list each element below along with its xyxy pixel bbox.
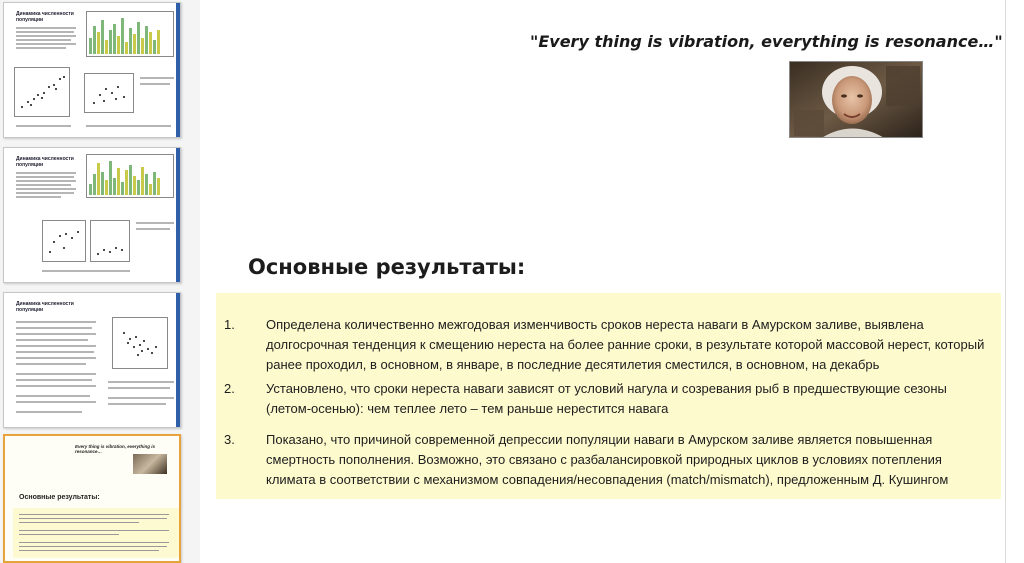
thumbnail-portrait-photo: [133, 454, 167, 474]
thumbnail-title: Динамика численности популяции: [16, 11, 74, 23]
thumbnail-title: Динамика численности популяции: [16, 156, 74, 168]
slide-thumbnail-4-selected[interactable]: [3, 434, 181, 563]
portrait-photo: [789, 61, 923, 138]
portrait-image: [790, 62, 923, 138]
slide-thumbnail-2[interactable]: [3, 147, 181, 283]
thumbnail-heading: Основные результаты:: [19, 494, 100, 501]
slide-quote: "Every thing is vibration, everything is resonance…": [530, 32, 1003, 51]
thumbnail-title: Динамика численности популяции: [16, 301, 74, 313]
results-box: [216, 293, 1001, 499]
thumbnail-accent-bar: [176, 3, 180, 137]
thumbnail-scatter-plot: [90, 220, 130, 262]
result-text: Установлено, что сроки нереста наваги зависят от условий нагула и созревания рыб в предшествующие сезоны (летом-осенью): чем теплее лето – тем раньше нерестится навага: [266, 381, 947, 416]
result-text: Определена количественно межгодовая изменчивость сроков нереста наваги в Амурском заливе, выявлена долгосрочная тенденция к смещению нереста на более ранние сроки, в результате которой массовой нерест, который ранее проходил, в основном, в январе, в последние десятилетия сместился, в основном, на декабрь: [266, 317, 985, 372]
thumbnail-accent-bar: [176, 293, 180, 427]
slide-right-edge: [1005, 0, 1006, 563]
thumbnail-scatter-plot: [112, 317, 168, 369]
result-number: 2.: [224, 381, 235, 396]
slide-thumbnail-panel: [0, 0, 200, 563]
result-number: 1.: [224, 317, 235, 332]
thumbnail-accent-bar: [176, 148, 180, 282]
slide-heading: Основные результаты:: [248, 255, 526, 279]
slide-thumbnail-3[interactable]: [3, 292, 181, 428]
thumbnail-scatter-plot: [84, 73, 134, 113]
thumbnail-bar-chart: [86, 154, 174, 198]
slide-thumbnail-1[interactable]: [3, 2, 181, 138]
thumbnail-scatter-plot: [14, 67, 70, 117]
thumbnail-bar-chart: [86, 11, 174, 57]
result-number: 3.: [224, 432, 235, 447]
thumbnail-quote: Every thing is vibration, everything is resonance…: [75, 444, 156, 454]
result-text: Показано, что причиной современной депрессии популяции наваги в Амурском заливе является повышенная смертность пополнения. Возможно, это связано с разбалансировкой природных циклов в условиях потепления климата в соответствии с механизмом совпадения/несовпадения (match/mismatch), предложенным Д. Кушингом: [266, 432, 949, 487]
thumbnail-results-box: [13, 508, 179, 558]
thumbnail-scatter-plot: [42, 220, 86, 262]
